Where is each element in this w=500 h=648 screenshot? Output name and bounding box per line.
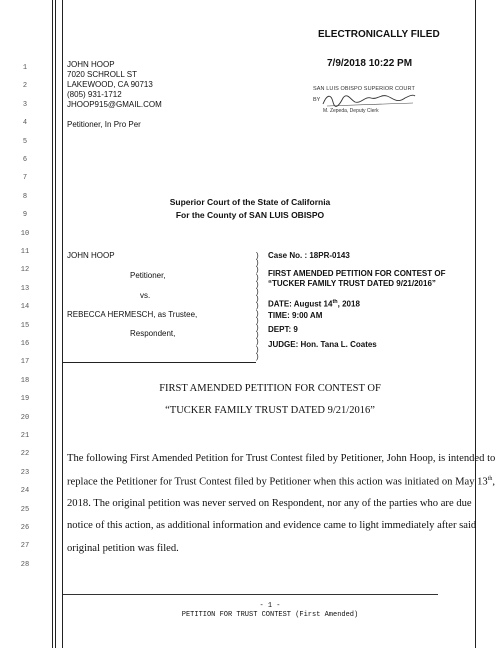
right-margin-rule [475, 0, 476, 648]
line-number: 22 [20, 450, 30, 459]
petitioner-role: Petitioner, In Pro Per [67, 120, 141, 129]
hearing-date [268, 297, 360, 310]
line-number: 13 [20, 284, 30, 293]
line-number: 27 [20, 542, 30, 551]
left-margin-rule-inner [55, 0, 56, 648]
line-number: 19 [20, 395, 30, 404]
body-line-1: The following First Amended Petition for Trust Contest filed by Petitioner, John Hoop, is intended to [67, 453, 496, 464]
line-number: 21 [20, 432, 30, 440]
line-number: 7 [22, 174, 28, 183]
line-number: 4 [22, 119, 28, 128]
petitioner-phone: (805) 931-1712 [67, 90, 122, 99]
body-line-4: notice of this action, as additional information and evidence came to light immediately after said [67, 520, 477, 531]
caption-petitioner-name: JOHN HOOP [67, 251, 115, 260]
line-number: 20 [20, 413, 30, 422]
clerk-signature-icon [317, 90, 417, 110]
caption-parentheses: ) ) ) ) ) ) ) ) ) ) ) ) ) ) ) [256, 251, 259, 361]
body-line-2-suffix: th [487, 476, 493, 482]
stamp-by-label: BY [313, 97, 321, 103]
line-number: 15 [20, 321, 30, 330]
line-number-column [0, 0, 52, 648]
line-number: 12 [20, 266, 30, 275]
petitioner-street: 7020 SCHROLL ST [67, 70, 137, 79]
hearing-judge: JUDGE: Hon. Tana L. Coates [268, 340, 377, 349]
electronically-filed-header: ELECTRONICALLY FILED [318, 29, 440, 40]
footer-rule [63, 594, 438, 595]
body-line-2-text: replace the Petitioner for Trust Contest filed by Petitioner when this action was initiated on May 13 [67, 476, 488, 488]
petitioner-name: JOHN HOOP [67, 60, 115, 69]
left-margin-rule [52, 0, 53, 648]
line-number: 5 [22, 137, 28, 146]
hearing-time: TIME: 9:00 AM [268, 311, 323, 320]
stamp-clerk-name: M. Zepeda, Deputy Clerk [323, 108, 379, 114]
line-number: 16 [20, 340, 30, 348]
body-line-2 [67, 476, 495, 488]
line-number: 9 [22, 211, 28, 220]
line-number: 18 [20, 376, 30, 385]
hearing-date-text: DATE: August 14 [268, 299, 333, 309]
footer-page-number: - 1 - [259, 602, 281, 610]
filing-datetime: 7/9/2018 10:22 PM [327, 58, 413, 69]
left-margin-rule-2 [62, 0, 63, 648]
line-number: 17 [20, 358, 30, 367]
footer-title: PETITION FOR TRUST CONTEST (First Amended) [181, 611, 359, 619]
line-number: 28 [20, 560, 30, 569]
line-number: 25 [20, 505, 30, 514]
caption-vs: vs. [140, 291, 151, 300]
document-title-line-2: “TUCKER FAMILY TRUST DATED 9/21/2016” [165, 405, 375, 416]
caption-respondent-name: REBECCA HERMESCH, as Trustee, [67, 310, 198, 319]
line-number: 11 [20, 248, 30, 256]
caption-underline [63, 362, 256, 363]
line-number: 6 [22, 156, 28, 164]
body-line-2-end: , [492, 476, 496, 488]
hearing-dept: DEPT: 9 [268, 325, 298, 334]
caption-petitioner-role: Petitioner, [130, 271, 166, 280]
body-line-3: 2018. The original petition was never served on Respondent, nor any of the parties who are due [67, 498, 472, 509]
line-number: 10 [20, 229, 30, 238]
line-number: 14 [20, 303, 30, 312]
line-number: 1 [22, 64, 28, 72]
line-number: 23 [20, 468, 30, 477]
caption-doc-title-1: FIRST AMENDED PETITION FOR CONTEST OF [268, 269, 446, 278]
court-county: For the County of SAN LUIS OBISPO [175, 210, 325, 220]
body-line-5: original petition was filed. [67, 543, 179, 554]
stamp-court-name: SAN LUIS OBISPO SUPERIOR COURT [313, 86, 415, 92]
court-filing-stamp [313, 86, 425, 120]
case-number: Case No. : 18PR-0143 [268, 251, 350, 260]
hearing-date-suffix: th [332, 299, 338, 305]
petitioner-email: JHOOP915@GMAIL.COM [67, 100, 162, 109]
document-title-line-1: FIRST AMENDED PETITION FOR CONTEST OF [159, 383, 381, 394]
line-number: 26 [20, 524, 30, 532]
caption-doc-title-2: “TUCKER FAMILY TRUST DATED 9/21/2016” [268, 279, 436, 288]
caption-respondent-role: Respondent, [130, 329, 176, 338]
hearing-date-year: , 2018 [337, 299, 360, 309]
line-number: 8 [22, 192, 28, 201]
line-number: 24 [20, 487, 30, 496]
line-number: 3 [22, 100, 28, 109]
line-number: 2 [22, 82, 28, 91]
petitioner-city: LAKEWOOD, CA 90713 [67, 80, 153, 89]
court-name: Superior Court of the State of California [169, 197, 331, 207]
